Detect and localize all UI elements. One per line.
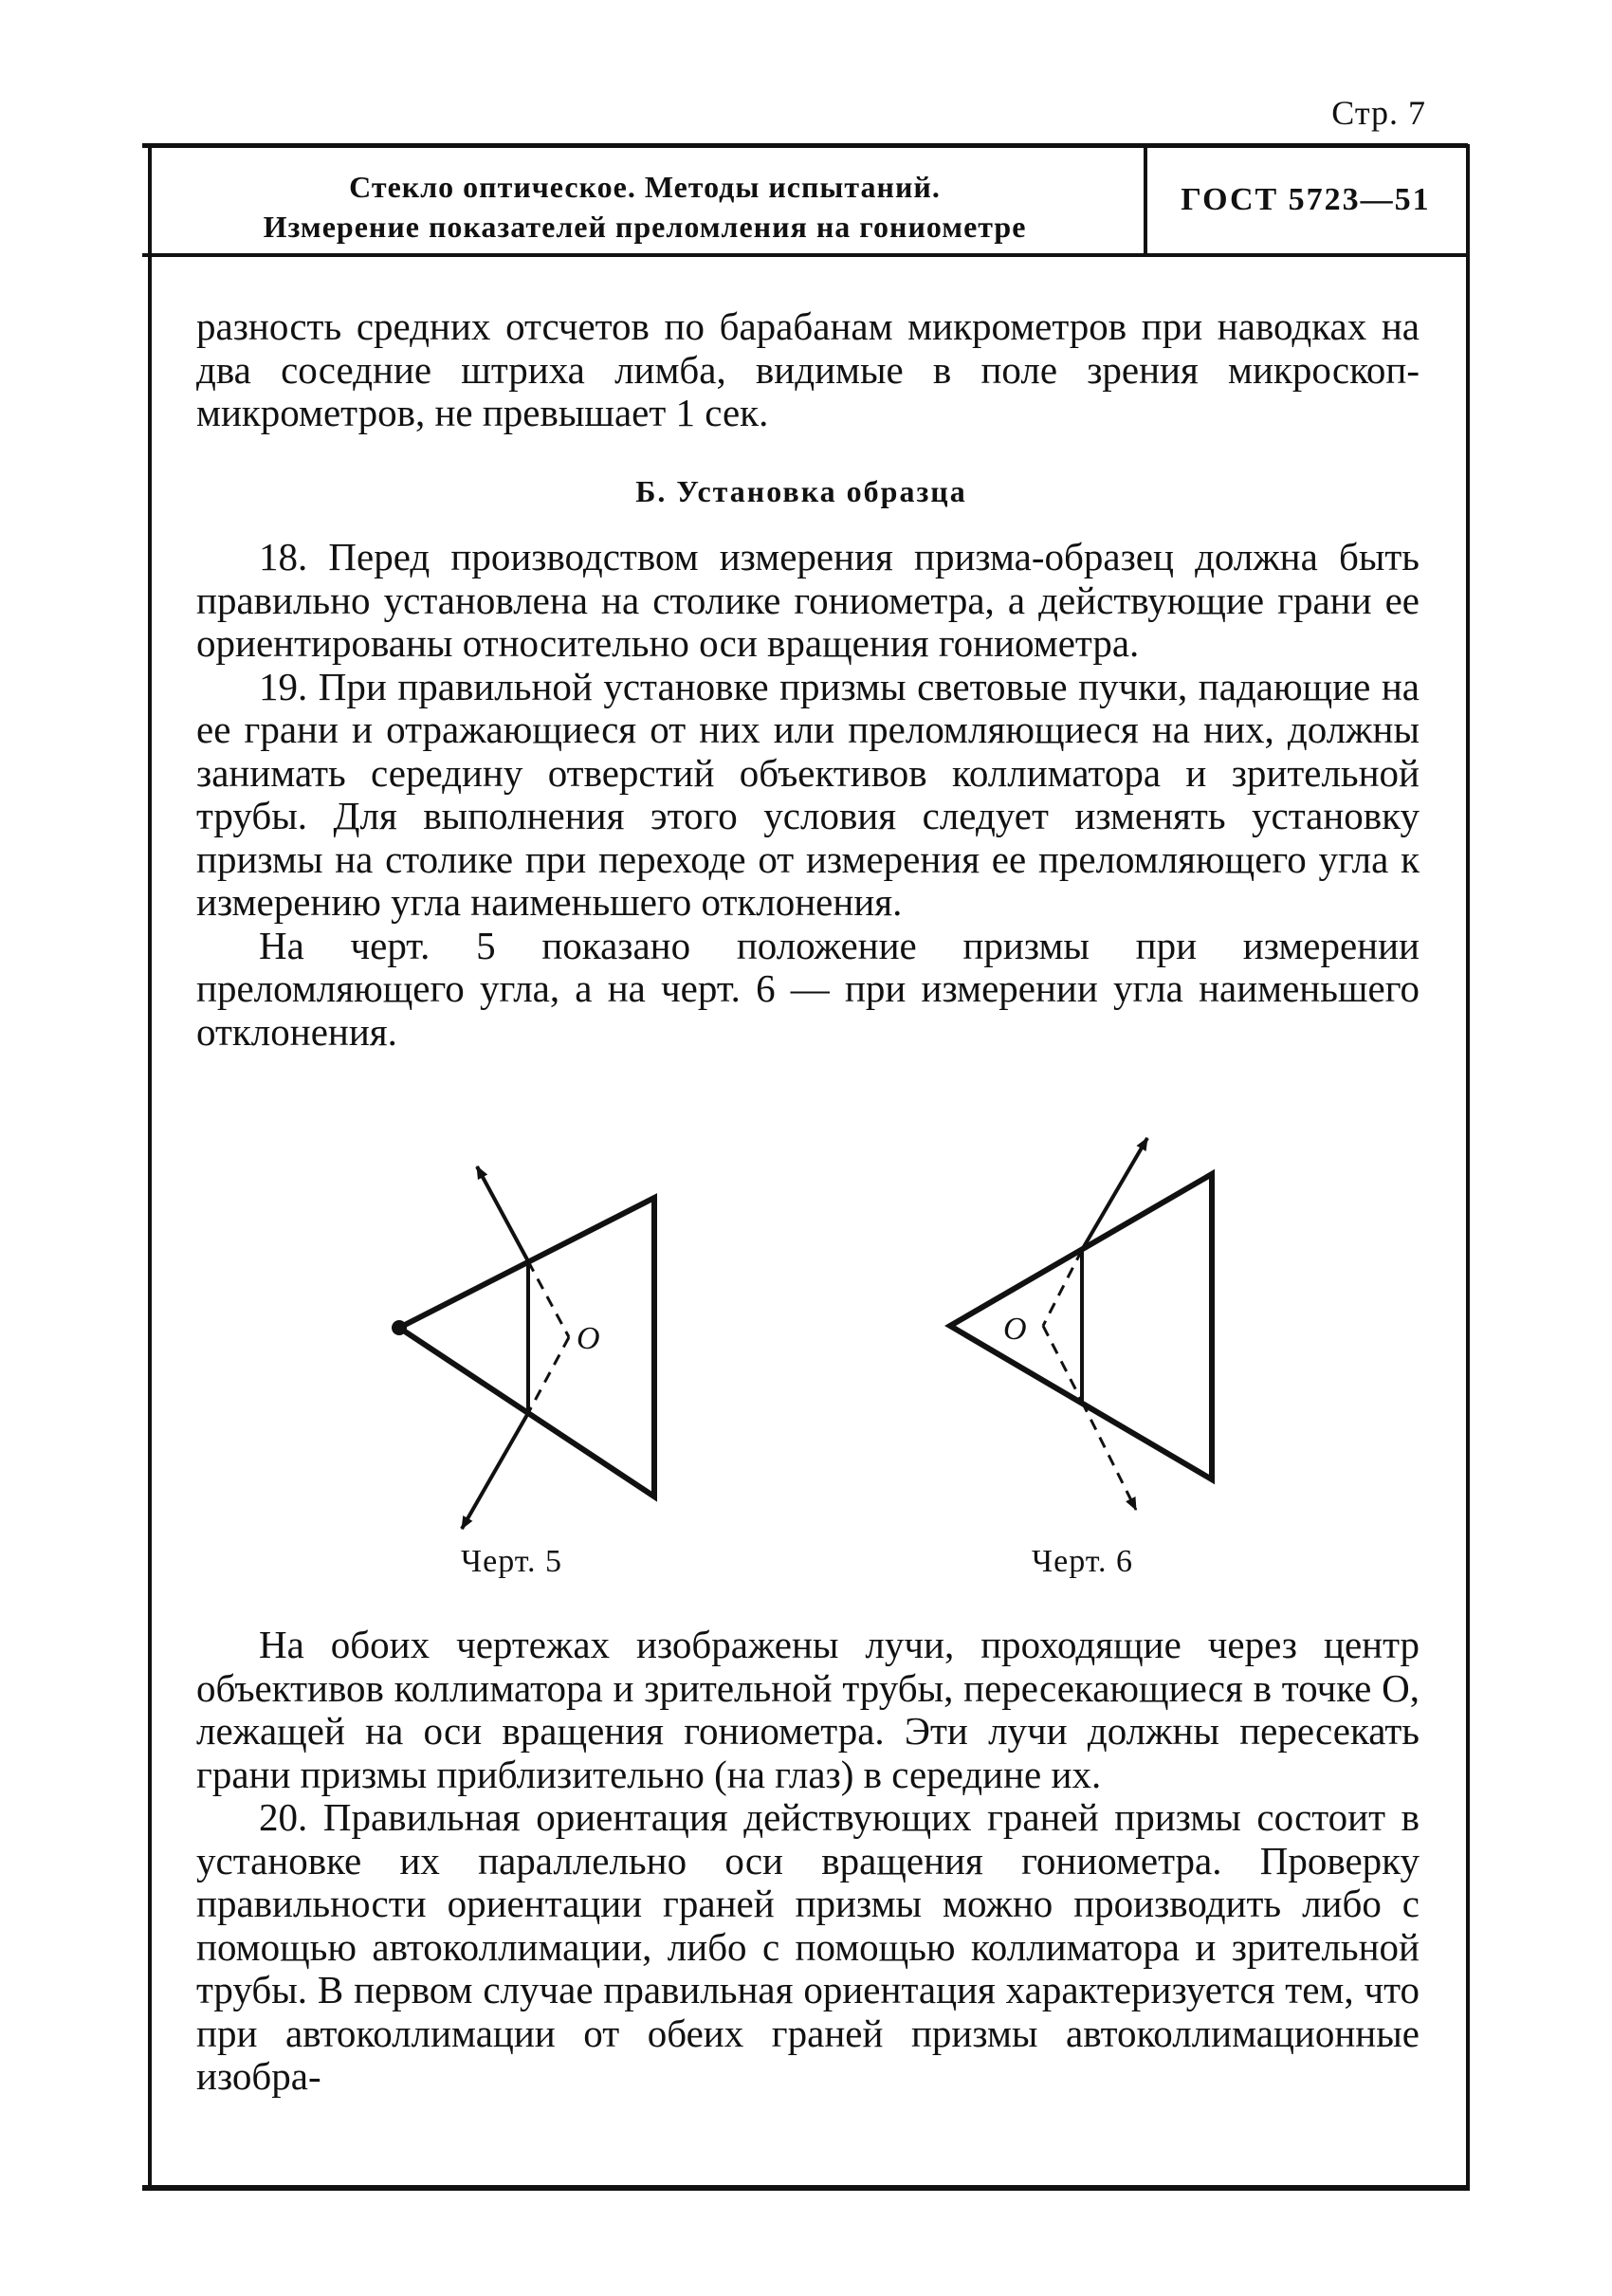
paragraph-20: 20. Правильная ориентация действующих граней призмы состоит в установке их параллельно оси вращения гониометра. Проверку правильности ориентации граней призмы можно производить либо с помощью автоколлимации, либо с помощью коллиматора и зрительной трубы. В первом случае правильная ориентация характеризуется тем, что при автоколлимации от обеих граней призмы автоколлимационные изобра- <box>196 1795 1420 2098</box>
fig5-apex-dot <box>392 1320 407 1335</box>
section-heading: Б. Установка образца <box>635 474 967 508</box>
header-title-line2: Измерение показателей преломления на гониометре <box>263 210 1027 244</box>
figure-5-diagram <box>392 1166 654 1529</box>
fig6-point-label: O <box>1003 1312 1027 1347</box>
caption-figure-6: Черт. 6 <box>1032 1544 1134 1579</box>
page-number: Стр. 7 <box>1331 94 1426 132</box>
header-title-line1: Стекло оптическое. Методы испытаний. <box>349 170 941 204</box>
fig5-ray-upper <box>477 1166 528 1261</box>
fig5-dashed-lower <box>528 1337 569 1413</box>
fig5-point-label: O <box>577 1321 600 1356</box>
paragraph-18: 18. Перед производством измерения призма-образец должна быть правильно установлена на столике гониометра, а действующие грани ее ориентированы относительно оси вращения гониометра. <box>196 535 1420 665</box>
fig5-ray-lower <box>462 1413 528 1529</box>
caption-figure-5: Черт. 5 <box>461 1544 563 1579</box>
figure-6-diagram <box>950 1138 1212 1510</box>
paragraph-19: 19. При правильной установке призмы световые пучки, падающие на ее грани и отражающиеся от них или преломляющиеся на них, должны занимать середину отверстий объективов коллиматора и зрительной трубы. Для выполнения этого условия следует изменять установку призмы на столике при переходе от измерения ее преломляющего угла к измерению угла наименьшего отклонения. <box>196 664 1420 924</box>
standard-code: ГОСТ 5723—51 <box>1181 182 1431 217</box>
fig5-dashed-upper <box>528 1261 569 1337</box>
body-bottom <box>196 1624 1420 2099</box>
paragraph-figures-ref: На черт. 5 показано положение призмы при измерении преломляющего угла, а на черт. 6 — при измерении угла наименьшего отклонения. <box>196 923 1420 1054</box>
intro-paragraph: разность средних отсчетов по барабанам микрометров при наводках на два соседние штриха лимба, видимые в поле зрения микроскоп-микрометров, не превышает 1 сек. <box>196 304 1420 434</box>
paragraph-figures-explanation: На обоих чертежах изображены лучи, проходящие через центр объективов коллиматора и зрительной трубы, пересекающиеся в точке O, лежащей на оси вращения гониометра. Эти лучи должны пересекать грани призмы приблизительно (на глаз) в середине их. <box>196 1623 1420 1796</box>
